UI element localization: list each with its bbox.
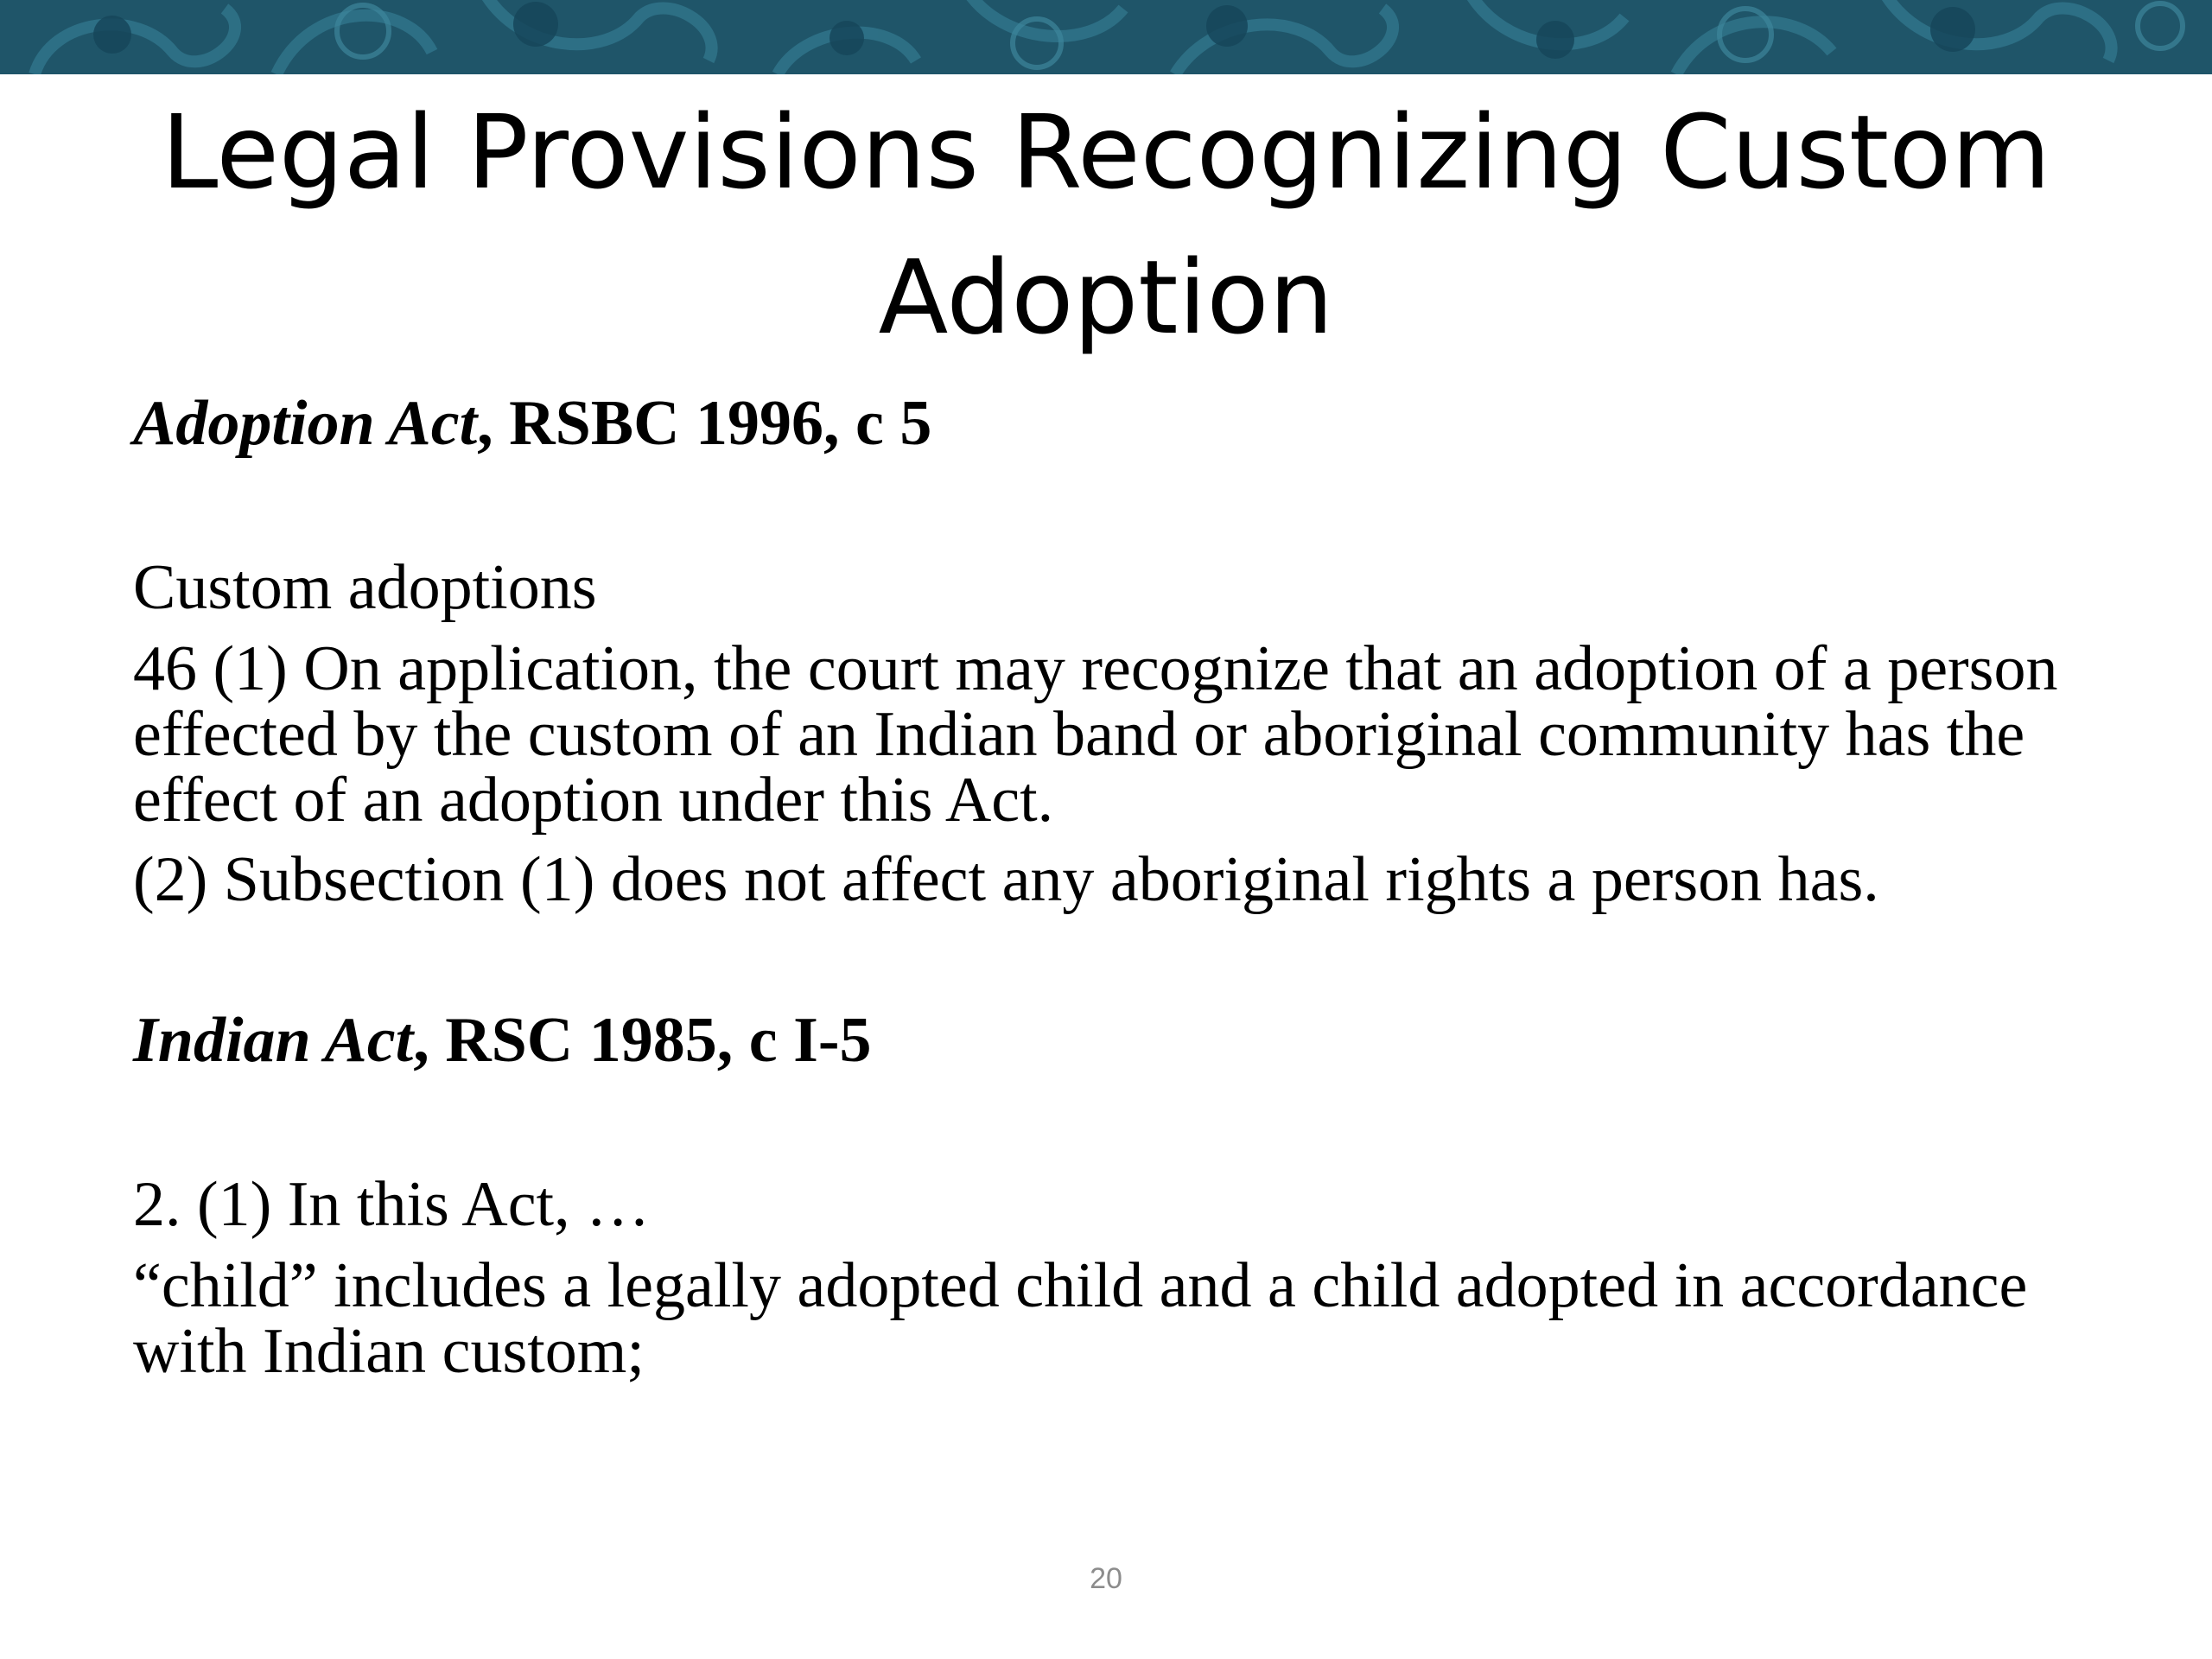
slide-title: Legal Provisions Recognizing Custom Adoption (161, 92, 2051, 357)
indian-act-citation: , RSC 1985, c I-5 (413, 1005, 872, 1076)
indian-act-title: Indian Act (133, 1005, 414, 1076)
adoption-act-heading (133, 388, 932, 459)
adoption-act-subsection-1: 46 (1) On application, the court may recognize that an adoption of a person effected by the custom of an Indian band or aboriginal community has the effect of an adoption under this Act. (133, 633, 2058, 836)
indian-act-child-definition: “child” includes a legally adopted child and a child adopted in accordance with Indian custom; (133, 1250, 2028, 1387)
adoption-act-subsection-2: (2) Subsection (1) does not affect any aboriginal rights a person has. (133, 844, 1879, 915)
indian-act-section-ref: 2. (1) In this Act, … (133, 1169, 651, 1240)
custom-adoptions-heading: Custom adoptions (133, 552, 597, 623)
adoption-act-citation: , RSBC 1996, c 5 (477, 388, 932, 459)
page-number: 20 (1090, 1562, 1122, 1595)
indian-act-heading (133, 1005, 872, 1076)
adoption-act-title: Adoption Act (133, 388, 478, 459)
decorative-pattern-banner (0, 0, 2212, 74)
header-banner (0, 0, 2212, 74)
